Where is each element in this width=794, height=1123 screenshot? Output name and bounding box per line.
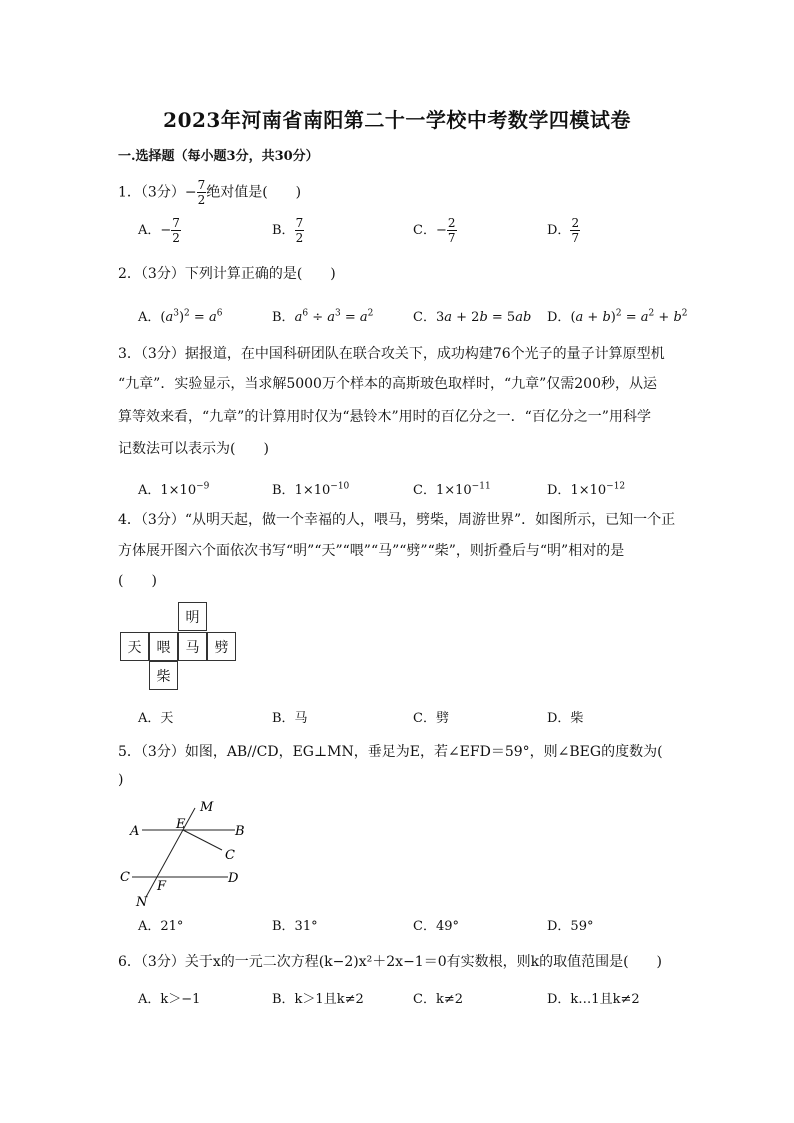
option-exp: −12 [606, 481, 626, 492]
q5-line-1: 5．（3分）如图，AB//CD，EG⊥MN，垂足为E，若∠EFD＝59°，则∠BEG的度数为( [118, 744, 663, 760]
net-cell-top: 明 [178, 602, 207, 631]
q2-option-c[interactable]: C．3a + 2b = 5ab [413, 310, 532, 325]
ray-eg [183, 830, 222, 850]
option-fraction [447, 216, 457, 245]
q3-line-3: 算等效来看，“九章”的计算用时仅为“悬铃木”用时的百亿分之一．“百亿分之一”用科学 [118, 409, 651, 425]
line-mn [146, 808, 195, 897]
option-label: B． [272, 223, 295, 238]
q1-prefix: 1．（3分） [118, 184, 185, 201]
option-den: 7 [571, 231, 580, 245]
label-d: D [228, 871, 239, 886]
option-exp: −10 [330, 481, 350, 492]
option-fraction [295, 216, 305, 245]
option-label: B． [272, 483, 295, 498]
label-e: E [176, 817, 186, 832]
q5-option-d[interactable]: D．59° [547, 919, 594, 934]
q3-option-d[interactable] [547, 479, 625, 498]
q1-option-d[interactable] [547, 216, 580, 245]
q4-option-b[interactable]: B．马 [272, 711, 308, 726]
q3-line-1: 3．（3分）据报道，在中国科研团队在联合攻关下，成功构建76个光子的量子计算原型机 [118, 346, 665, 362]
net-cell-left: 天 [120, 632, 149, 661]
q3-option-c[interactable] [413, 479, 491, 498]
option-den: 7 [447, 231, 456, 245]
q6-option-a[interactable]: A．k＞−1 [138, 992, 201, 1007]
label-g: C [225, 848, 235, 863]
q1-option-c[interactable] [413, 216, 457, 245]
question-2: 2．（3分）下列计算正确的是( ) [118, 266, 336, 282]
option-label: C． [413, 223, 436, 238]
net-cell-bottom: 柴 [149, 661, 178, 690]
option-exp: −11 [471, 481, 491, 492]
q4-line-1: 4．（3分）“从明天起，做一个幸福的人，喂马，劈柴，周游世界”．如图所示，已知一个正 [118, 512, 676, 528]
net-cell-mid2: 马 [178, 632, 207, 661]
option-den: 2 [295, 231, 304, 245]
option-label: A． [138, 310, 161, 325]
net-cell-mid1: 喂 [149, 632, 178, 661]
q4-option-d[interactable]: D．柴 [547, 711, 584, 726]
q5-option-a[interactable]: A．21° [138, 919, 184, 934]
q1-den: 2 [197, 193, 206, 207]
option-label: A． [138, 223, 161, 238]
q4-option-a[interactable]: A．天 [138, 711, 174, 726]
option-num: 2 [447, 216, 456, 230]
option-label: B． [272, 310, 295, 325]
question-6: 6．（3分）关于x的一元二次方程(k−2)x²＋2x−1＝0有实数根，则k的取值范围是( ) [118, 954, 663, 970]
option-sign: − [160, 223, 172, 238]
option-label: D． [547, 310, 571, 325]
net-cell-right: 劈 [207, 632, 236, 661]
q2-option-d[interactable]: D．$(a + b)^2 = a^2 + b^2$ [547, 308, 688, 325]
option-num: 2 [571, 216, 580, 230]
q3-line-4: 记数法可以表示为( ) [118, 441, 269, 457]
label-m: M [200, 800, 214, 815]
q4-line-3: ( ) [118, 573, 157, 589]
q3-option-b[interactable] [272, 479, 349, 498]
q4-line-2: 方体展开图六个面依次书写“明”“天”“喂”“马”“劈”“柴”，则折叠后与“明”相对的是 [118, 543, 625, 559]
option-base: 1×10 [435, 483, 472, 498]
option-fraction [570, 216, 580, 245]
option-den: 2 [172, 231, 180, 245]
geometry-figure [110, 798, 260, 910]
option-label: D． [547, 483, 571, 498]
label-f: F [157, 879, 167, 894]
q3-line-2: “九章”．实验显示，当求解5000万个样本的高斯玻色取样时，“九章”仅需200秒，从运 [118, 376, 657, 392]
option-fraction [171, 216, 181, 245]
q2-option-a[interactable]: A．$(a^3)^2 = a^6$ [138, 308, 223, 325]
question-1 [118, 178, 301, 207]
q2-option-b[interactable]: B．$a^6 \div a^3 = a^2$ [272, 308, 374, 325]
page-title: 2023年河南省南阳第二十一学校中考数学四模试卷 [163, 108, 631, 132]
option-base: 1×10 [294, 483, 331, 498]
q1-minus: − [184, 184, 197, 201]
option-num: 7 [172, 216, 180, 230]
option-num: 7 [295, 216, 304, 230]
q6-option-c[interactable]: C．k≠2 [413, 992, 463, 1007]
q1-num: 7 [197, 178, 206, 192]
option-sign: − [435, 223, 447, 238]
option-base: 1×10 [570, 483, 607, 498]
label-b: B [235, 824, 245, 839]
q1-option-b[interactable] [272, 216, 304, 245]
option-label: D． [547, 223, 571, 238]
q1-option-a[interactable] [138, 216, 181, 245]
option-exp: −9 [196, 481, 210, 492]
q6-option-d[interactable]: D．k…1且k≠2 [547, 992, 640, 1007]
label-n: N [136, 895, 148, 910]
option-label: C． [413, 310, 436, 325]
option-label: A． [138, 483, 161, 498]
q5-line-2: ) [118, 772, 124, 788]
q6-option-b[interactable]: B．k＞1且k≠2 [272, 992, 364, 1007]
q1-fraction [197, 178, 207, 207]
option-label: C． [413, 483, 436, 498]
q5-option-b[interactable]: B．31° [272, 919, 318, 934]
q3-option-a[interactable] [138, 479, 209, 498]
cube-net-figure [118, 602, 238, 692]
q4-option-c[interactable]: C．劈 [413, 711, 449, 726]
q1-suffix: 绝对值是( ) [206, 184, 302, 201]
label-a: A [130, 824, 140, 839]
section-heading: 一.选择题（每小题3分，共30分） [118, 149, 319, 164]
q5-option-c[interactable]: C．49° [413, 919, 459, 934]
label-c: C [120, 870, 130, 885]
option-base: 1×10 [160, 483, 197, 498]
